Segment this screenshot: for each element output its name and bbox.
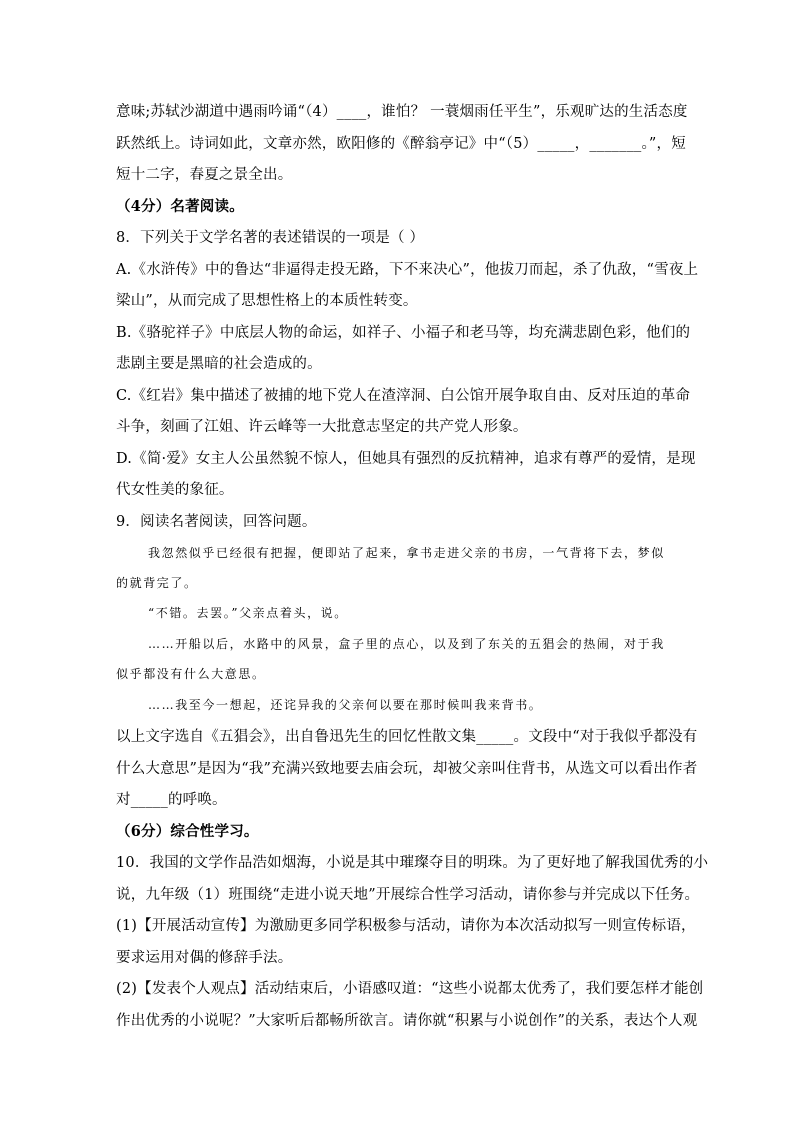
excerpt-line: 我忽然似乎已经很有把握，便即站了起来，拿书走进父亲的书房，一气背将下去，梦似 [148, 546, 665, 560]
task-2-cont: 作出优秀的小说呢？”大家听后都畅所欲言。请你就“积累与小说创作”的关系，表达个人观 [116, 1013, 698, 1029]
paragraph-line: 意味;苏轼沙湖道中遇雨吟诵“（4）____，谁怕？ 一蓑烟雨任平生”，乐观旷达的生活态度 [116, 104, 688, 120]
option-d-cont: 代女性美的象征。 [116, 482, 234, 498]
question-9-stem: 9．阅读名著阅读，回答问题。 [116, 514, 317, 530]
option-c-cont: 斗争，刻画了江姐、许云峰等一大批意志坚定的共产党人形象。 [116, 419, 528, 435]
option-b-cont: 悲剧主要是黑暗的社会造成的。 [116, 356, 322, 372]
option-a-cont: 梁山”，从而完成了思想性格上的本质性转变。 [116, 293, 418, 309]
question-10-stem: 10．我国的文学作品浩如烟海，小说是其中璀璨夺目的明珠。为了更好地了解我国优秀的小 [116, 855, 709, 871]
option-a: A.《水浒传》中的鲁达“非逼得走投无路，下不来决心”，他拔刀而起，杀了仇敌，“雪夜上 [116, 262, 699, 278]
section-heading-comprehensive: （6分）综合性学习。 [116, 823, 259, 840]
question-8-stem: 8．下列关于文学名著的表述错误的一项是（ ） [116, 230, 425, 246]
task-2: (2)【发表个人观点】活动结束后，小语感叹道：“这些小说都太优秀了，我们要怎样才能创 [116, 981, 704, 997]
paragraph-line: 以上文字选自《五猖会》，出自鲁迅先生的回忆性散文集_____。文段中“对于我似乎都没有 [116, 729, 698, 745]
paragraph-line: 短十二字，春夏之景全出。 [116, 167, 293, 183]
option-d: D.《简·爱》女主人公虽然貌不惊人，但她具有强烈的反抗精神，追求有尊严的爱情，是现 [116, 451, 696, 467]
excerpt-line: ……我至今一想起，还诧异我的父亲何以要在那时候叫我来背书。 [148, 698, 543, 712]
option-c: C.《红岩》集中描述了被捕的地下党人在渣滓洞、白公馆开展争取自由、反对压迫的革命 [116, 388, 691, 404]
option-b: B.《骆驼祥子》中底层人物的命运，如祥子、小福子和老马等，均充满悲剧色彩，他们的 [116, 325, 691, 341]
excerpt-line: ……开船以后，水路中的风景，盒子里的点心，以及到了东关的五猖会的热闹，对于我 [148, 637, 665, 651]
task-1: (1)【开展活动宣传】为激励更多同学积极参与活动，请你为本次活动拟写一则宣传标语， [116, 918, 696, 934]
section-heading-classics: （4分）名著阅读。 [116, 198, 244, 215]
task-1-cont: 要求运用对偶的修辞手法。 [116, 950, 293, 966]
excerpt-line: 似乎都没有什么大意思。 [116, 667, 266, 681]
paragraph-line: 对_____的呼唤。 [116, 792, 227, 808]
paragraph-line: 跃然纸上。诗词如此，文章亦然，欧阳修的《醉翁亭记》中“（5）_____，_______。”，短 [116, 136, 686, 152]
excerpt-line: 的就背完了。 [116, 576, 198, 590]
excerpt-line: “不错。去罢。”父亲点着头，说。 [148, 606, 348, 620]
paragraph-line: 说，九年级（1）班围绕“走进小说天地”开展综合性学习活动，请你参与并完成以下任务。 [116, 887, 700, 903]
paragraph-line: 什么大意思”是因为“我”充满兴致地要去庙会玩，却被父亲叫住背书，从选文可以看出作者 [116, 761, 698, 777]
